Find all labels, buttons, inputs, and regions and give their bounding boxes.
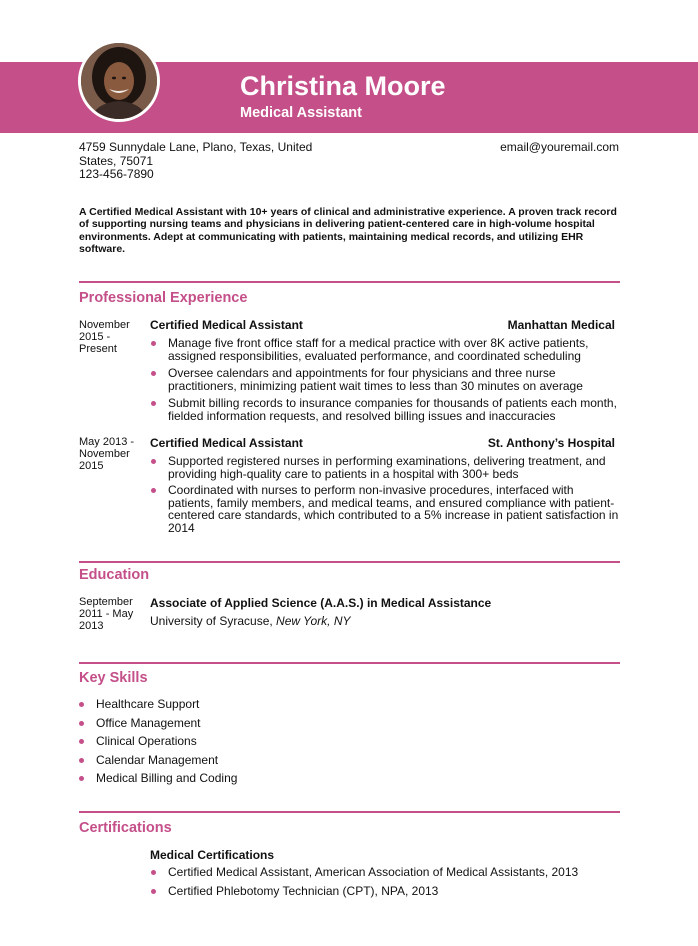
skill-item: Clinical Operations bbox=[79, 735, 237, 748]
section-divider bbox=[79, 561, 620, 563]
candidate-title: Medical Assistant bbox=[240, 105, 362, 121]
address: 4759 Sunnydale Lane, Plano, Texas, United States, 75071 bbox=[79, 140, 313, 168]
avatar bbox=[78, 40, 160, 122]
candidate-name: Christina Moore bbox=[240, 71, 446, 101]
job-bullets bbox=[150, 455, 620, 534]
job-bullet: Coordinated with nurses to perform non-invasive procedures, interfaced with patients, family members, and medical teams, and ensured compliance with patient-centered care standards, which contributed to a 5% increase in patient satisfaction in 2014 bbox=[150, 484, 620, 534]
job-title: Certified Medical Assistant bbox=[150, 318, 303, 332]
school-name: University of Syracuse, bbox=[150, 614, 277, 628]
section-title-skills: Key Skills bbox=[79, 670, 148, 686]
job-company: St. Anthony’s Hospital bbox=[487, 436, 615, 450]
job-bullet: Submit billing records to insurance companies for thousands of patients each month, fielded information requests, and resolved billing issues and inaccuracies bbox=[150, 397, 620, 422]
section-divider bbox=[79, 281, 620, 283]
summary: A Certified Medical Assistant with 10+ years of clinical and administrative experience. A proven track record of supporting nursing teams and physicians in delivering patient-centered care in high-volume hospital environments. Adept at communicating with patients, maintaining medical records, and utilizing EHR software. bbox=[79, 206, 617, 255]
education-date: September 2011 - May 2013 bbox=[79, 596, 134, 632]
certifications-list bbox=[150, 866, 620, 897]
degree: Associate of Applied Science (A.A.S.) in Medical Assistance bbox=[150, 596, 492, 610]
section-divider bbox=[79, 811, 620, 813]
certifications-subheading: Medical Certifications bbox=[150, 848, 275, 862]
profile-photo-icon bbox=[81, 43, 157, 119]
email: email@youremail.com bbox=[500, 140, 619, 154]
section-divider bbox=[79, 662, 620, 664]
skill-item: Office Management bbox=[79, 717, 237, 730]
certification-item: Certified Phlebotomy Technician (CPT), NPA, 2013 bbox=[150, 885, 620, 898]
job-title: Certified Medical Assistant bbox=[150, 436, 303, 450]
job-bullet: Supported registered nurses in performing examinations, delivering treatment, and providing high-quality care to patients in a hospital with 300+ beds bbox=[150, 455, 620, 480]
section-title-education: Education bbox=[79, 567, 150, 583]
skill-item: Healthcare Support bbox=[79, 698, 237, 711]
job-company: Manhattan Medical bbox=[507, 318, 615, 332]
certification-item: Certified Medical Assistant, American Association of Medical Assistants, 2013 bbox=[150, 866, 620, 879]
skill-item: Medical Billing and Coding bbox=[79, 772, 237, 785]
job-date: November 2015 - Present bbox=[79, 319, 130, 355]
school bbox=[150, 614, 351, 628]
job-bullet: Manage five front office staff for a medical practice with over 8K active patients, assigned responsibilities, evaluated performance, and coordinated scheduling bbox=[150, 337, 620, 362]
job-bullets bbox=[150, 337, 620, 422]
section-title-experience: Professional Experience bbox=[79, 290, 248, 306]
skills-list bbox=[79, 698, 237, 791]
skill-item: Calendar Management bbox=[79, 754, 237, 767]
section-title-certifications: Certifications bbox=[79, 820, 172, 836]
job-bullet: Oversee calendars and appointments for four physicians and three nurse practitioners, minimizing patient wait times to less than 30 minutes on average bbox=[150, 367, 620, 392]
phone: 123-456-7890 bbox=[79, 167, 154, 181]
job-date: May 2013 - November 2015 bbox=[79, 436, 135, 472]
school-location: New York, NY bbox=[276, 614, 351, 628]
